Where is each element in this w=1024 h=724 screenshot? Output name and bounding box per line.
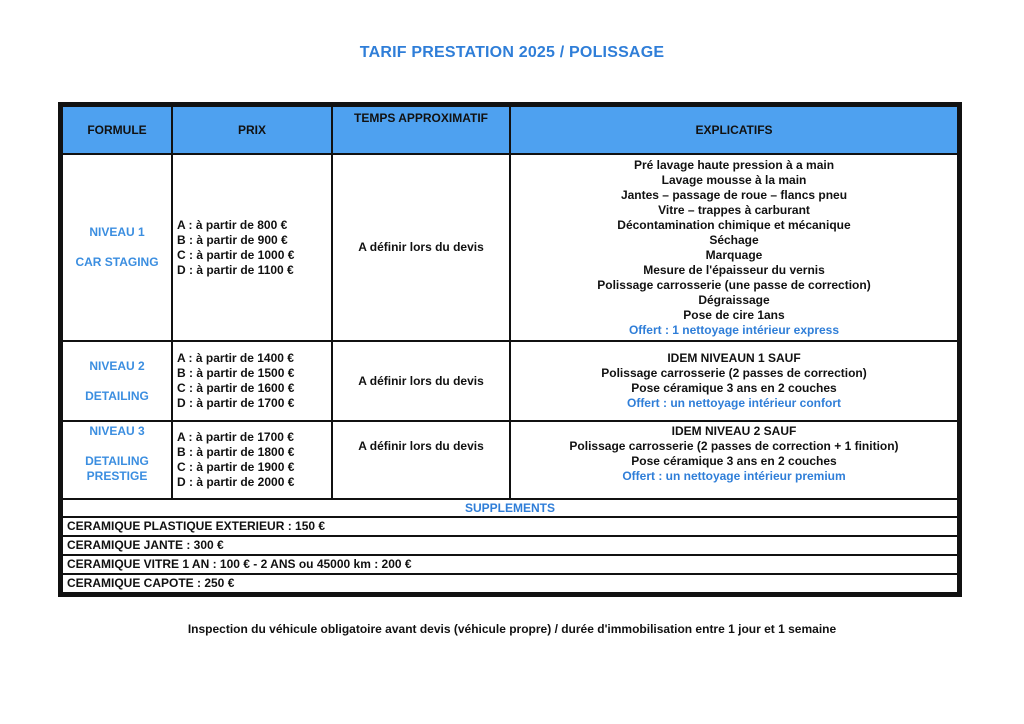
table-row <box>62 421 958 499</box>
supplement-row <box>62 536 958 555</box>
supplements-heading: SUPPLEMENTS <box>62 499 958 517</box>
explicatif-line: Séchage <box>709 232 759 247</box>
offer-line: Offert : un nettoyage intérieur premium <box>622 469 846 483</box>
offer-line: Offert : 1 nettoyage intérieur express <box>628 322 840 337</box>
table-row <box>62 341 958 421</box>
price-cell <box>172 154 332 341</box>
explicatifs-cell <box>510 154 958 341</box>
explicatifs-cell <box>510 341 958 421</box>
price-line: B : à partir de 900 € <box>177 232 288 247</box>
explicatif-line: Pose céramique 3 ans en 2 couches <box>631 454 837 468</box>
level-name: NIVEAU 1 <box>89 225 145 239</box>
temps-cell: A définir lors du devis <box>332 154 510 341</box>
temps-cell: A définir lors du devis <box>332 341 510 421</box>
supplement-item: CERAMIQUE VITRE 1 AN : 100 € - 2 ANS ou 45000 km : 200 € <box>62 555 958 574</box>
explicatif-line: Polissage carrosserie (une passe de correction) <box>597 277 871 292</box>
level-cell <box>62 154 172 341</box>
price-line: D : à partir de 1700 € <box>177 396 295 410</box>
level-cell <box>62 341 172 421</box>
price-line: D : à partir de 2000 € <box>177 475 295 489</box>
supplement-item: CERAMIQUE PLASTIQUE EXTERIEUR : 150 € <box>62 517 958 536</box>
level-subname: DETAILING <box>85 454 149 468</box>
supplement-row <box>62 517 958 536</box>
header-temps: TEMPS APPROXIMATIF <box>332 106 510 154</box>
explicatif-line: Marquage <box>705 247 763 262</box>
temps-cell: A définir lors du devis <box>332 421 510 499</box>
explicatif-line: Mesure de l'épaisseur du vernis <box>643 262 825 277</box>
explicatif-line: Pose céramique 3 ans en 2 couches <box>631 381 837 395</box>
explicatif-line: Polissage carrosserie (2 passes de correction) <box>601 366 867 380</box>
level-subname-2: PRESTIGE <box>86 469 148 483</box>
header-prix: PRIX <box>172 106 332 154</box>
price-table <box>58 102 962 597</box>
price-line: C : à partir de 1000 € <box>177 247 295 262</box>
price-line: B : à partir de 1800 € <box>177 445 295 459</box>
header-explicatifs: EXPLICATIFS <box>510 106 958 154</box>
price-line: A : à partir de 1700 € <box>177 430 294 444</box>
explicatif-line: Lavage mousse à la main <box>661 172 807 187</box>
level-subname: CAR STAGING <box>75 255 159 269</box>
supplement-item: CERAMIQUE JANTE : 300 € <box>62 536 958 555</box>
footer-note: Inspection du véhicule obligatoire avant devis (véhicule propre) / durée d'immobilisation entre 1 jour et 1 semaine <box>187 622 837 636</box>
level-cell <box>62 421 172 499</box>
explicatifs-cell <box>510 421 958 499</box>
price-cell <box>172 341 332 421</box>
table-row <box>62 154 958 341</box>
supplement-row <box>62 555 958 574</box>
page-title: TARIF PRESTATION 2025 / POLISSAGE <box>359 44 665 61</box>
price-line: B : à partir de 1500 € <box>177 366 295 380</box>
supplement-row <box>62 574 958 593</box>
supplements-header-row <box>62 499 958 517</box>
explicatif-line: Pose de cire 1ans <box>683 307 785 322</box>
price-line: A : à partir de 1400 € <box>177 351 294 365</box>
explicatif-line: IDEM NIVEAUN 1 SAUF <box>667 351 801 365</box>
explicatif-line: Polissage carrosserie (2 passes de correction + 1 finition) <box>569 439 899 453</box>
price-cell <box>172 421 332 499</box>
level-subname: DETAILING <box>85 388 149 403</box>
explicatif-line: Dégraissage <box>698 292 770 307</box>
price-line: C : à partir de 1600 € <box>177 381 295 395</box>
supplement-item: CERAMIQUE CAPOTE : 250 € <box>62 574 958 593</box>
level-name: NIVEAU 2 <box>89 358 145 373</box>
offer-line: Offert : un nettoyage intérieur confort <box>626 396 841 410</box>
price-line: C : à partir de 1900 € <box>177 460 295 474</box>
header-formule: FORMULE <box>62 106 172 154</box>
explicatif-line: Décontamination chimique et mécanique <box>617 217 851 232</box>
explicatif-line: IDEM NIVEAU 2 SAUF <box>671 424 797 438</box>
level-name: NIVEAU 3 <box>89 424 145 438</box>
price-line: D : à partir de 1100 € <box>177 262 294 277</box>
explicatif-line: Pré lavage haute pression à a main <box>633 157 835 172</box>
price-line: A : à partir de 800 € <box>177 217 288 232</box>
explicatif-line: Vitre – trappes à carburant <box>658 202 810 217</box>
table-header-row <box>62 106 958 154</box>
explicatif-line: Jantes – passage de roue – flancs pneu <box>620 187 848 202</box>
